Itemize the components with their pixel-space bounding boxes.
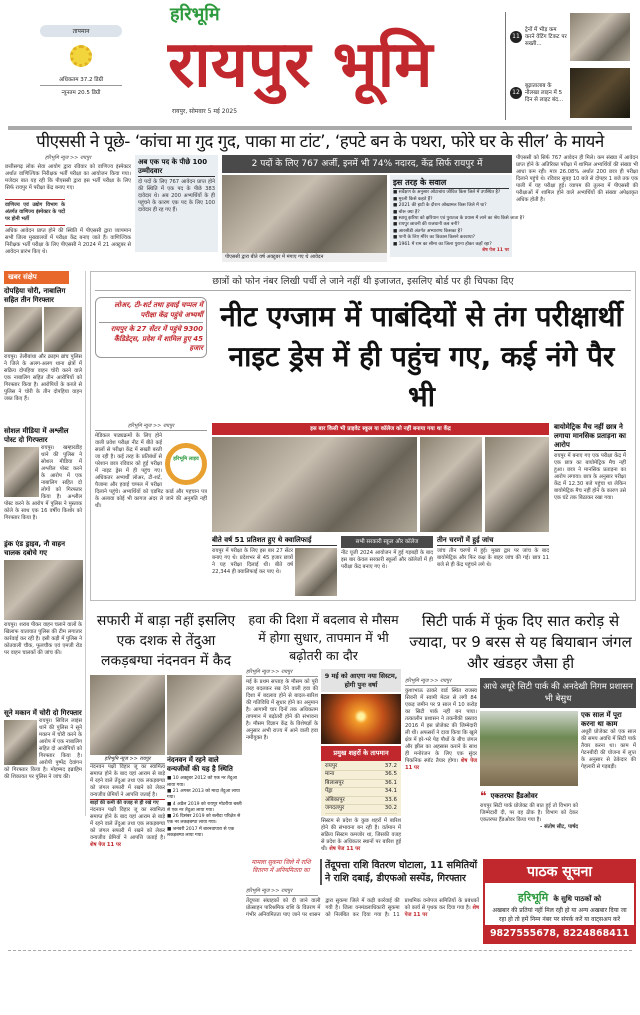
tendu-notice-row bbox=[246, 859, 636, 944]
sunset-photo bbox=[321, 694, 401, 744]
teaser-text: बूढ़ातालाब के नौलखा लाइन में 5 दिन से लाइट बंद... bbox=[525, 82, 564, 103]
neet-callout bbox=[95, 297, 207, 358]
brief-text: रायपुर। सिविल लाइंस थाने की पुलिस ने सूने मकान में चोरी करने के आरोप में एक नाबालिग सहित दो आरोपियों को गिरफ्तार किया है। आरोपी पुष्पेंद्र देवांगन को गिरफ्तार किया है। मोहम्मद इब्राहिम की शिकायत पर पुलिस ने जांच की। bbox=[4, 718, 82, 781]
body-text bbox=[246, 898, 479, 919]
weather-headline: हवा की दिशा में बदलाव से मौसम में होगा सुधार, तापमान में भी बढ़ोतरी का दौर bbox=[248, 612, 399, 664]
temperature-row bbox=[325, 788, 397, 797]
city-name: रायपुर bbox=[325, 762, 338, 769]
more-link[interactable]: शेष पेज 11 पर bbox=[404, 904, 479, 918]
neet-headline: नीट एग्जाम में पाबंदियों से तंग परीक्षार्थी नाइट ड्रेस में ही पहुंच गए, कई नंगे पैर भी bbox=[220, 300, 623, 414]
lead-photo bbox=[222, 175, 387, 253]
weather-text2 bbox=[321, 818, 401, 853]
brief-text: रायपुर। खम्हारडीह थाने की पुलिस ने सोशल मीडिया में अश्लील पोस्ट करने के आरोप में एक नाबालिग सहित दो लोगों को गिरफ्तार किया है। अश्लील पोस्ट करने के आरोप में पुलिस ने मुस्ताक कोले के साथ एक 16 वर्षीय किशोर को गिरफ्तार किया है। bbox=[4, 445, 82, 522]
body-text: अधिक आवेदन प्राप्त होने की स्थिति में पीएससी द्वारा व्यापमान सभी जिला मुख्यालयों में परीक्षा केंद्र बनाए जाते हैं। वाणिज्यिक निरीक्षक भर्ती परीक्षा के लिए पीएससी ने 2024 में 21 अक्टूबर से आवेदन प्रारंभ किए थे। bbox=[5, 228, 131, 256]
byline: हरिभूमि न्यूज >> रायपुर bbox=[405, 678, 477, 686]
teaser[interactable] bbox=[510, 66, 640, 120]
weather-citypark-row bbox=[246, 611, 636, 853]
brief-body bbox=[4, 445, 82, 537]
dateline: रायपुर, सोमवार 5 मई 2025 bbox=[172, 108, 238, 115]
tendu-story bbox=[246, 859, 479, 919]
byline: हरिभूमि न्यूज >> रायपुर bbox=[246, 888, 318, 896]
callout-text: लोअर, टी-शर्ट तथा हवाई चप्पल में परीक्षा केंद्र पहुंचे अभ्यर्थी bbox=[99, 301, 203, 323]
tendu-kicker: मामला सुकमा जिले में राशि वितरण में अनियमितता का bbox=[251, 858, 311, 874]
pullquote: बाड़ों की कमी की वजह से ही रखे गए bbox=[90, 799, 165, 807]
city-name: माना bbox=[325, 771, 335, 778]
questions-title: इस तरह के सवाल bbox=[393, 178, 509, 189]
notice-text: अखबार की प्रतियां नहीं मिल रही हो या अन्य अखबार दिया जा रहा हो तो हमें निम्न नंबर पर संपर्क करें या वाट्सअप करें bbox=[492, 906, 627, 923]
side-title: बायोमेट्रिक मैच नहीं छात्र ने लगाया मानसिक प्रताड़ना का आरोप bbox=[554, 423, 626, 450]
weather-label: तापमान bbox=[40, 25, 122, 37]
question-item: ■ पानी के लिए मौरेर का विकास किसने करवाया? bbox=[393, 235, 476, 241]
safari-headline: सफारी में बाड़ा नहीं इसलिए एक दशक से तेंदुआ लकड़बग्घा नंदनवन में कैद bbox=[96, 613, 236, 670]
body-text: मेडिकल पाठ्यक्रमों के लिए होने वाली प्रवेश परीक्षा नीट में बीते कई सालों से परीक्षा केंद्र में सख्ती बरती जा रही है। कई तरह के प्रतिबंधों से परेशान छात्र रविवार को हुई परीक्षा में नाइट ड्रेस में ही पहुंच गए। अधिकतर अभ्यर्थी लोअर, टी-शर्ट, पैजामा और हवाई चप्पल में परीक्षा दिलाने पहुंचे। अभ्यर्थियों को एडमिट कार्ड और पहचान पत्र के अलावा कोई भी कागज अंदर ले जाने की अनुमति नहीं थी। bbox=[95, 433, 207, 510]
brief-photo bbox=[4, 307, 42, 352]
brief-photos bbox=[4, 307, 82, 352]
bottom-right bbox=[246, 611, 636, 944]
teaser-photo bbox=[570, 68, 630, 118]
temperature-row bbox=[325, 797, 397, 806]
teasers bbox=[505, 12, 640, 120]
city-temp: 30.2 bbox=[384, 805, 397, 812]
body-text: नंदनवन पक्षी विहार जू का स्वामित्व समाप्त होने के बाद यहां आराम से बाड़े में रहने वाले तेंदुआ तथा एक लकड़बग्घा को जंगल सफारी में रखने को लेकर वन्यजीव प्रेमियों ने आपत्ति जताई है। bbox=[90, 764, 165, 799]
body-text: सिस्टम से प्रदेश के कुछ शहरों में बारिश होने की संभावना बन रही है। वर्तमान में सक्रिय सिस्टम कमजोर था, जिसकी वजह से प्रदेश के अधिकतर स्थानों पर बारिश हुई थी। bbox=[321, 817, 401, 852]
side-text: अधूरी प्रोजेक्ट को एक साल की समय अवधि में सिटी पार्क तैयार करना था। काम में गेटनबीदी की योजना में लुप्त के अनुसार से ठेकेदार की गेहलारी से गड़बड़ी। bbox=[581, 729, 636, 771]
sub-title: तीन चरणों में हुई जांच bbox=[437, 536, 549, 546]
pullquote: वाणिज्य एवं उद्योग विभाग के अंतर्गत वाणिज्य इंस्पेक्टर के पदों पर होनी भर्ती bbox=[5, 199, 65, 226]
more-link[interactable]: शेष पेज 11 पर bbox=[90, 842, 122, 849]
temperature-row bbox=[325, 805, 397, 814]
body-text: छत्तीसगढ़ लोक सेवा आयोग द्वारा रविवार को वाणिज्य इंस्पेक्टर अर्थात वाणिज्यिक निरीक्षक भर्ती परीक्षा का आयोजन किया गया। मजेदार बात यह रही कि पीएससी द्वारा इस भर्ती परीक्षा के लिए सिर्फ रायपुर में परीक्षा केंद्र बनाए गए। bbox=[5, 164, 131, 192]
news-brief-sidebar bbox=[4, 271, 86, 816]
citypark-right bbox=[480, 678, 636, 831]
safari-col bbox=[90, 611, 242, 849]
page-content bbox=[0, 132, 640, 951]
brief-text: रायपुर। तेलीबांधा और क्राइम ब्रांच पुलिस ने जिले के अलग-अलग थाना क्षेत्रों में सक्रिय दोपहिया वाहन चोरी करने वाले एक नाबालिग सहित तीन आरोपियों को गिरफ्तार किया है। आरोपियों के कब्जे से पुलिस ने चोरी के तीन दोपहिया वाहन जब्त किए हैं। bbox=[4, 354, 82, 403]
byline: हरिभूमि न्यूज >> रायपुर bbox=[44, 155, 92, 162]
neet-sub3 bbox=[437, 536, 549, 569]
quote-head bbox=[480, 789, 578, 803]
temperature-table bbox=[321, 746, 401, 816]
brief-photo bbox=[4, 447, 39, 497]
city-temp: 34.1 bbox=[384, 788, 397, 795]
side-text: रायपुर में बनाए गए एक परीक्षा केंद्र में एक छात्र का बायोमेट्रिक मैच नहीं हुआ। छात्र ने मानसिक प्रताड़ना का आरोप लगाया। छात्र के अनुसार परीक्षा केंद्र में 12.30 बजे पहुंचा था लेकिन बायोमेट्रिक मैच नहीं होने के कारण उसे एक घंटे तक बिठाकर रखा गया। bbox=[554, 453, 626, 502]
list-item: ■ जनवरी 2017 में बारनवापारा से एक लकड़बग्घा लाया गया। bbox=[167, 826, 235, 839]
notice-brand-line bbox=[485, 886, 634, 905]
brief-title: ड्रंक एंड ड्राइव, नौ वाहन चालक दबोचे गए bbox=[4, 540, 66, 558]
body-text bbox=[405, 688, 477, 772]
reader-notice bbox=[483, 859, 636, 944]
weather-col bbox=[246, 611, 401, 853]
question-item: ■ बोरू क्या है? bbox=[393, 209, 420, 215]
sub-title: सभी सरकारी स्कूल और कॉलेज bbox=[341, 536, 433, 548]
min-temp: न्यूनतम 20.5 डिग्री bbox=[61, 90, 101, 96]
safari-photos bbox=[90, 675, 242, 755]
sub-photo bbox=[295, 548, 337, 596]
more-link[interactable]: शेष पेज 11 पर bbox=[405, 758, 477, 772]
city-name: पेंड्रा bbox=[325, 788, 333, 795]
side-title: एक साल में पूरा करना था काम bbox=[581, 711, 622, 729]
citypark-col bbox=[405, 611, 636, 831]
body-text: नंदनवन पक्षी विहार जू का स्वामित्व समाप्त होने के बाद यहां आराम से बाड़े में रहने वाले तेंदुआ तथा एक लकड़बग्घा को जंगल सफारी में रखने को लेकर वन्यजीव प्रेमियों ने आपत्ति जताई है। bbox=[90, 807, 165, 842]
neet-head-row bbox=[95, 297, 631, 417]
sub-title: बीते वर्ष 51 प्रतिशत हुए थे क्वालिफाई bbox=[212, 536, 337, 546]
masthead-rule bbox=[8, 126, 632, 130]
sub-text: नीट यूजी 2024 आयोजन में हुई गड़बड़ी के बाद इस बार केवल सरकारी स्कूलों और कॉलेजों में ही परीक्षा केंद्र बनाए गए थे। bbox=[341, 550, 433, 571]
neet-sub1 bbox=[212, 536, 337, 596]
brand-small: हरिभूमि bbox=[170, 4, 220, 25]
body-text: मई के प्रथम सप्ताह के मौसम को पूरी तरह बदलकर रख देने वाली हवा की दिशा में बदलाव होने से बादल-बारिश की गतिविधि में सुधार होने का अनुमान है। आगामी चार दिनों तक अधिकतम तापमान में बढ़ोतरी होने की संभावना है। मौसम विज्ञान केंद्र के विशेषज्ञों के अनुसार अभी राज्य में आने वाली हवा नमीयुक्त है। bbox=[246, 679, 318, 742]
safari-text-col bbox=[90, 756, 165, 849]
brief-title: सोशल मीडिया में अश्लील पोस्ट दो गिरफ्तार bbox=[4, 427, 69, 445]
neet-photo-queue bbox=[212, 437, 417, 532]
citypark-side bbox=[581, 711, 636, 771]
city-temp: 37.2 bbox=[384, 762, 397, 769]
teaser-photo bbox=[570, 13, 630, 61]
live-logo-text: हरिभूमि लाइव bbox=[173, 456, 199, 463]
brief-title: सूने मकान में चोरी दो गिरफ्तार bbox=[4, 709, 82, 718]
callout-text: रायपुर के 27 सेंटर में पहुंचे 9300 कैंडिडेट्स, प्रदेश में शामिल हुए 45 हजार bbox=[110, 325, 203, 353]
citypark-photo-row bbox=[480, 711, 636, 831]
question-item: ■ मुरली किसे कहते हैं? bbox=[393, 196, 433, 202]
neet-story-box bbox=[90, 271, 636, 601]
neet-photos bbox=[212, 437, 549, 532]
questions-list bbox=[393, 190, 525, 248]
temperature-row bbox=[325, 780, 397, 789]
temperature-rows bbox=[321, 761, 401, 816]
neet-text-col bbox=[95, 423, 207, 510]
body-text: तेंदूपत्ता संग्राहकों को दी जाने वाली प्रोत्साहन पारिश्रमिक राशि के वितरण में गंभीर अनियमितता पाए जाने पर शासन द्वारा सुकमा जिले में कड़ी कार्रवाई की गयी है। जिला वनमंडलाधिकारी सुकमा को निलंबित कर दिया गया है। 11 प्राथमिक वनोपज समितियों के प्रबंधकों को कार्य से पृथक कर दिया गया है। bbox=[246, 897, 479, 918]
teaser[interactable] bbox=[510, 12, 640, 62]
lead-photo-block bbox=[222, 175, 387, 262]
notice-phones[interactable]: 9827555678, 8224868411 bbox=[485, 925, 634, 942]
tendu-headline: तेंदूपत्ता राशि वितरण घोटाला, 11 समितियों ने राशि दबाई, डीएफओ सस्पेंड, गिरफ्तार bbox=[320, 859, 479, 885]
citypark-headline: सिटी पार्क में फूंक दिए सात करोड़ से ज्यादा, पर 9 बरस से यह बियाबान जंगल और खंडहर जैसा ही bbox=[409, 612, 632, 673]
city-name: अंबिकापुर bbox=[325, 796, 345, 803]
lead-row bbox=[0, 152, 640, 265]
safari-caption: हरिभूमि न्यूज >> रायपुर bbox=[90, 756, 165, 764]
brief-photo bbox=[4, 720, 37, 765]
list-item: ■ 26 दिसंबर 2019 को बलौदा परिक्षेत्र से एक नर लकड़बग्घा लाया गया। bbox=[167, 814, 241, 826]
more-link[interactable]: शेष पेज 11 पर bbox=[482, 248, 509, 254]
weather-box: 9 मई को आएगा नया सिस्टम, होगी पुनः वर्षा bbox=[321, 669, 401, 692]
byline: हरिभूमि न्यूज >> रायपुर bbox=[246, 669, 318, 677]
neet-kicker: छात्रों को फोन नंबर लिखी पर्ची ले जाने नहीं थी इजाजत, इसलिए बोर्ड पर ही चिपका दिए bbox=[95, 276, 631, 291]
lead-center-row bbox=[222, 175, 525, 262]
lead-bar: 2 पदों के लिए 767 अर्जी, इनमें भी 74% नदारद, केंद्र सिर्फ रायपुर में bbox=[222, 155, 512, 173]
safari-photo-1 bbox=[90, 675, 165, 755]
brief-body bbox=[4, 718, 82, 816]
question-item: ■ आरसीडी अंतर्गत अभ्यारण्य किसका है? bbox=[393, 228, 463, 234]
sun-icon bbox=[70, 45, 92, 67]
newspaper-title: रायपुर भूमि bbox=[168, 28, 433, 102]
neet-photo-check bbox=[420, 437, 482, 532]
info-box bbox=[135, 155, 218, 252]
question-item: ■ 1961 में राम का सीमा का जिला पुराना होकर कहाँ रहा? bbox=[393, 241, 492, 247]
neet-body-row bbox=[95, 423, 631, 596]
temperature-row bbox=[325, 771, 397, 780]
teaser-text: ट्रेनों में भीड़ कम करने वेटिंग टिकट पर सख्ती... bbox=[525, 26, 567, 47]
quote-text: रायपुर सिटी पार्क प्रोजेक्ट की बात हुई तो विभाग को जिम्मेदारी दी, पर वह ठीक है। विभाग को देकर एकतरफा हैंडओवर किया गया है। bbox=[480, 803, 578, 824]
lower-area bbox=[0, 265, 640, 944]
city-name: बिलासपुर bbox=[325, 779, 344, 786]
question-item: ■ सर्वेक्षण के अनुसार ओटाबांध जीवित किस जिले में उपस्थित है? bbox=[393, 190, 501, 196]
neet-middle bbox=[212, 423, 549, 596]
quote-title: एकतरफा हैंडओवर bbox=[490, 791, 538, 800]
citypark-media bbox=[480, 711, 578, 831]
table-title: प्रमुख शहरों के तापमान bbox=[321, 746, 401, 761]
list-item: ■ 4 अप्रैल 2019 को रायपुर मोटरीया बस्ती से एक नर तेंदुआ लाया गया। bbox=[167, 801, 242, 813]
brand-logo: हरिभूमि bbox=[517, 890, 549, 904]
main-area bbox=[90, 271, 636, 944]
brief-text: रायपुर। शराब पीकर वाहन चलाने वालों के खिलाफ यातायात पुलिस की टीम लगातार कार्रवाई कर रही है। इसी कड़ी में पुलिस ने कोतवाली चौक, फूलचौक एवं एमजी रोड पर वाहन चालकों की जांच की। bbox=[4, 622, 82, 657]
quote-author: - संतोष सीट, पार्षद bbox=[540, 824, 578, 831]
question-item: ■ रायपुर छावनी की राजधानी कब बनी? bbox=[393, 222, 460, 228]
temperature-row bbox=[325, 763, 397, 772]
city-temp: 36.5 bbox=[384, 771, 397, 778]
safari-box bbox=[167, 756, 242, 839]
citypark-text-col bbox=[405, 678, 477, 772]
byline: हरिभूमि न्यूज >> रायपुर bbox=[95, 423, 207, 431]
citypark-body-row bbox=[405, 678, 636, 831]
safari-body-row bbox=[90, 756, 242, 849]
citypark-photo bbox=[480, 711, 578, 786]
notice-text: के सुधि पाठकों को bbox=[553, 894, 602, 903]
quote-box bbox=[480, 789, 578, 831]
questions-box bbox=[390, 175, 525, 257]
sub-text: रायपुर में परीक्षा के लिए इस बार 27 सेंटर बनाए गए थे। प्रदेशभर से 45 हजार छात्रों ने यह परीक्षा दिलाई थी। बीते वर्ष 22,344 ही क्वालिफाई कर पाए थे। bbox=[212, 548, 293, 576]
question-item: ■ 2021 की हाटी के दौरान ओखामल किस जिले में था? bbox=[393, 203, 487, 209]
box-title: नंदनवन में रहने वाले वन्यजीवों की यह है स्थिति bbox=[167, 756, 233, 774]
brief-title: दोपहिया चोरी, नाबालिग सहित तीन गिरफ्तार bbox=[4, 287, 66, 305]
body-text: कुशाभाऊ ठाकरे वार्ड स्थित राजस्व सिवनी में स्वामी मेटल से लगी 84 एकड़ जमीन पर 9 साल में 10 करोड़ का सिटी पार्क नहीं बन पाया। तत्कालीन प्रशासन ने तकनीकी प्रस्ताव 2016 में इस प्रोजेक्ट की जिम्मेदारी ली थी। अफसरों ने दावा किया कि खुले क्षेत्र में हरे-भरे पेड़ पौधों के बीच जंगल और झील का अहसास कराने के साथ ही मनोरंजन के लिए एक सुंदर पिकनिक स्पॉट तैयार होगा। bbox=[405, 688, 477, 765]
weather-widget bbox=[40, 25, 122, 96]
page-badge: 12 bbox=[510, 87, 522, 99]
neet-photo-biometric bbox=[485, 437, 549, 532]
city-temp: 36.1 bbox=[384, 779, 397, 786]
safari-photo-2 bbox=[167, 675, 242, 755]
neet-subs bbox=[212, 536, 549, 596]
page-bottom-rule bbox=[8, 950, 632, 951]
box-title: अब एक पद के पीछे 100 उम्मीदवार bbox=[138, 158, 215, 177]
list-item: ■ 21 अगस्त 2013 को मादा तेंदुआ लाया गया। bbox=[167, 788, 240, 801]
question-item: ■ स्वाधू झरिया को झरियान एवं पुरातत्व के प्रयास में लाने का श्रेय किसे जाता है? bbox=[393, 216, 525, 222]
body-text bbox=[90, 807, 165, 849]
lead-center bbox=[222, 155, 525, 262]
speech-bubble-icon: ❝ bbox=[480, 789, 487, 804]
brief-photo bbox=[44, 307, 82, 352]
bottom-row bbox=[90, 611, 636, 944]
city-name: जगदलपुर bbox=[325, 805, 345, 812]
tendu-head bbox=[246, 859, 479, 885]
box-text: दो पदों के लिए 767 आवेदन प्राप्त होने की स्थिति में एक पद के पीछे 383 दावेदार थे। अब 200 अभ्यर्थियों के ही पहुंचने के कारण एक पद के लिए 100 दावेदार ही रह गए हैं। bbox=[138, 179, 215, 214]
lead-right-col: पीएससी को सिर्फ 767 आवेदन ही मिले। कम संख्या में आवेदन प्राप्त होने के अतिरिक्त परीक्षा में शामिल अभ्यर्थियों की संख्या भी आधा कम रही। मात्र 26.08% अर्थात 200 छात्र ही परीक्षा दिलाने पहुंचे थे। रविवार सुबह 10 बजे से दोपहर 1 बजे तक एक पाली में यह परीक्षा हुई। व्यापम की तुलना में पीएससी की परीक्षाओं में शामिल होने वाले अभ्यर्थियों की संख्या अपेक्षाकृत अधिक होती है। bbox=[516, 155, 638, 204]
photo-caption: पीएससी द्वारा बीते वर्ष अक्टूबर में मंगाए गए थे आवेदन bbox=[222, 253, 387, 262]
weather-body-row bbox=[246, 669, 401, 853]
lead-col1 bbox=[5, 155, 131, 263]
sub-text: जांच तीन चरणों में हुई। मुख्य द्वार पर जांच के बाद बायोमेट्रिक और फिर कक्ष के बाहर जांच की गई। छात्र 11 बजे से ही केंद्र पहुंचने लगे थे। bbox=[437, 548, 549, 569]
city-temp: 33.6 bbox=[384, 796, 397, 803]
sidebar-tag: खबर संक्षेप bbox=[4, 271, 69, 284]
neet-sub2 bbox=[341, 536, 433, 571]
lead-headline: पीएससी ने पूछे- ‘कांचा मा गुद गुद, पाका मा टांट’, ‘हपटे बन के पथरा, फोरे घर के सील’ के मायने bbox=[36, 132, 604, 152]
weather-right bbox=[321, 669, 401, 853]
page-badge: 11 bbox=[510, 31, 522, 43]
box-list bbox=[167, 776, 242, 839]
list-item: ■ 10 अक्टूबर 2012 को एक नर तेंदुआ लाया गया। bbox=[167, 776, 237, 788]
max-temp: अधिकतम 37.2 डिग्री bbox=[40, 75, 122, 86]
notice-title: पाठक सूचना bbox=[485, 861, 634, 883]
more-link[interactable]: शेष पेज 11 पर bbox=[329, 845, 361, 852]
brief-photo bbox=[4, 560, 83, 620]
neet-red-bar: इस बार किसी भी प्राइवेट स्कूल या कॉलेज को नहीं बनाया गया था केंद्र bbox=[212, 423, 549, 435]
citypark-bar: आधे अधूरे सिटी पार्क की अनदेखी निगम प्रशासन भी बेसुध bbox=[480, 678, 636, 708]
weather-text-col bbox=[246, 669, 318, 742]
neet-side-col bbox=[554, 423, 626, 502]
